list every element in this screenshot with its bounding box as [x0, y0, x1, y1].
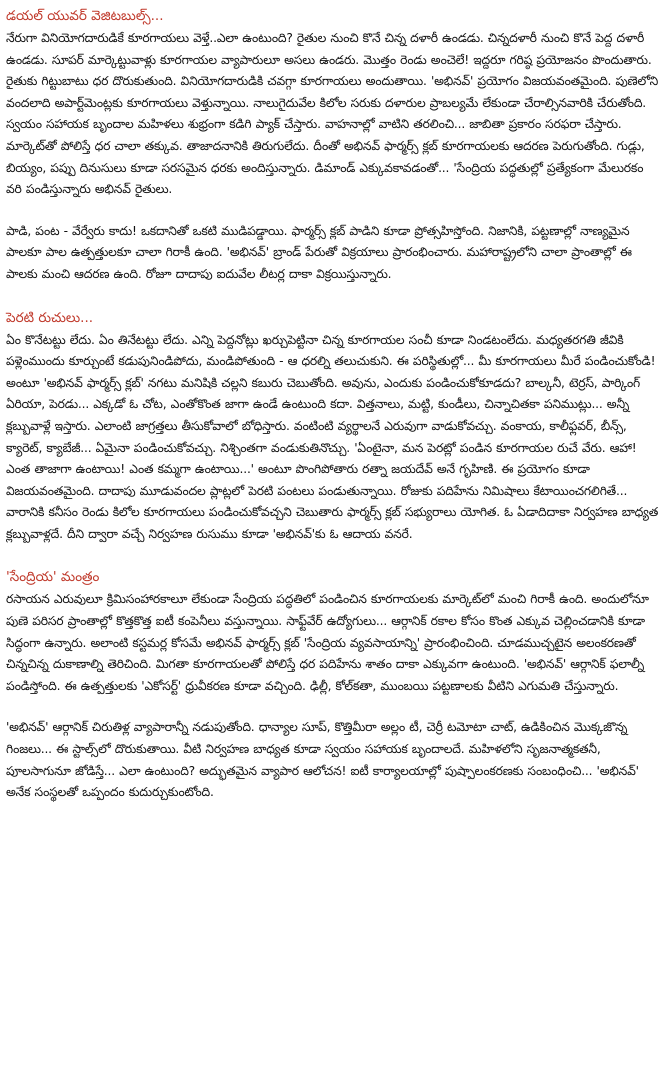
paragraph: రసాయన ఎరువులూ క్రిమిసంహారకాలూ లేకుండా సేంద్రియ పద్ధతిలో పండించిన కూరగాయలకు మార్కెట్‌లో మంచి గిరాకీ ఉంది. అందులోనూ పుణె పరిసర ప్రాంతాల్లో కొత్తకొత్త ఐటీ కంపెనీలు వస్తున్నాయి. సాఫ్ట్‌వేర్ ఉద్యోగులు... ఆర్గానిక్ రకాల కోసం కొంత ఎక్కువ చెల్లించడానికి కూడా సిద్ధంగా ఉన్నారు. అలాంటి కస్టమర్ల కోసమే అభినవ్ ఫార్మర్స్ క్లబ్ 'సేంద్రియ వ్యవసాయాన్ని' ప్రారంభించింది. చూడముచ్చటైన అలంకరణతో చిన్నచిన్న దుకాణాల్ని తెరిచింది. మిగతా కూరగాయలతో పోలిస్తే ధర పదిహేను శాతం దాకా ఎక్కువగా ఉంటుంది. 'అభినవ్' ఆర్గానిక్ ఫలాల్నీ పండిస్తోంది. ఈ ఉత్పత్తులకు 'ఎకోసర్ట్' ధ్రువీకరణ కూడా వచ్చింది. ఢిల్లీ, కోల్‌కతా, ముంబయి పట్టణాలకు వీటిని ఎగుమతి చేస్తున్నారు. — [6, 592, 649, 693]
section-heading: పెరటి రుచులు... — [6, 309, 94, 326]
section-heading: 'సేంద్రియ' మంత్రం — [6, 569, 100, 586]
section-backyard-flavours — [6, 308, 660, 546]
section-heading: డయల్ యువర్ వెజిటబుల్స్... — [6, 8, 164, 24]
section-organic-mantra — [6, 567, 660, 803]
paragraph: పాడి, పంట - వేర్వేరు కాదు! ఒకదానితో ఒకటి ముడిపడ్డాయి. ఫార్మర్స్ క్లబ్ పాడిని కూడా ప్రోత్సహిస్తోంది. నిజానికి, పట్టణాల్లో నాణ్యమైన పాలకూ పాల ఉత్పత్తులకూ చాలా గిరాకీ ఉంది. 'అభినవ్' బ్రాండ్ పేరుతో విక్రయాలు ప్రారంభించారు. మహారాష్ట్రలోని చాలా ప్రాంతాల్లో ఈ పాలకు మంచి ఆదరణ ఉంది. రోజూ దాదాపు ఐదువేల లీటర్ల దాకా విక్రయిస్తున్నారు. — [6, 223, 632, 281]
section-dial-your-vegetables — [6, 6, 660, 286]
paragraph: 'అభినవ్' ఆర్గానిక్ చిరుతిళ్ల వ్యాపారాన్నీ నడుపుతోంది. ధాన్యాల సూప్, కొత్తిమీరా అల్లం టీ, చెర్రీ టమోటా చాట్, ఉడికించిన మొక్కజొన్న గింజలు... ఈ స్టాల్స్‌లో దొరుకుతాయి. వీటి నిర్వహణ బాధ్యత కూడా స్వయం సహాయక బృందాలదే. మహిళలోని సృజనాత్మకతనీ, పూలసాగునూ జోడిస్తే... ఎలా ఉంటుంది? అద్భుతమైన వ్యాపార ఆలోచన! ఐటీ కార్యాలయాల్లో పుష్పాలంకరణకు సంబంధించి... 'అభినవ్' అనేక సంస్థలతో ఒప్పందం కుదుర్చుకుంటోంది. — [6, 720, 639, 800]
paragraph: ఏం కొనేటట్టు లేదు. ఏం తినేటట్టు లేదు. ఎన్ని పెద్దనోట్లు ఖర్చుపెట్టినా చిన్న కూరగాయల సంచీ కూడా నిండటంలేదు. మధ్యతరగతి జీవికి పళ్లెంముందు కూర్చుంటే కడుపునిండిపోదు, మండిపోతుంది - ఆ ధరల్ని తలుచుకుని. ఈ పరిస్థితుల్లో... మీ కూరగాయలు మీరే పండించుకోండి! అంటూ 'అభినవ్ ఫార్మర్స్ క్లబ్' నగటు మనిషికి చల్లని కబురు చెబుతోంది. అవును, ఎందుకు పండించుకోకూడదు? బాల్కనీ, టెర్రస్, పార్కింగ్ ఏరియా, పెరడు... ఎక్కడో ఓ చోట, ఎంతోకొంత జాగా ఉండే ఉంటుంది కదా. విత్తనాలు, మట్టి, కుండీలు, చిన్నాచితకా పనిముట్లు... అన్నీ క్లబ్బువాళ్లే ఇస్తారు. ఎలాంటి జాగ్రత్తలు తీసుకోవాలో బోధిస్తారు. వంటింటి వ్యర్థాలనే ఎరువుగా వాడుకోవచ్చు. వంకాయ, కాలీఫ్లవర్, బీన్స్, క్యారెట్, క్యాబేజీ... ఏమైనా పండించుకోవచ్చు. నిశ్చింతగా వండుకుతినొచ్చు. 'ఏంటైనా, మన పెరట్లో పండిన కూరగాయల రుచే వేరు. ఆహా! ఎంత తాజాగా ఉంటాయి! ఎంత కమ్మగా ఉంటాయి...' అంటూ పొంగిపోతారు రత్నా జయదేవ్ అనే గృహిణి. ఈ ప్రయోగం కూడా విజయవంతమైంది. దాదాపు మూడువందల ప్లాట్లలో పెరటి పంటలు పండుతున్నాయి. రోజుకు పదిహేను నిమిషాలు కేటాయించగలిగితే... వారానికి కనీసం రెండు కిలోల కూరగాయలు పండించుకోవచ్చని చెబుతారు ఫార్మర్స్ క్లబ్ సభ్యురాలు యోగిత. ఓ ఏడాదిదాకా నిర్వహణ బాధ్యత క్లబ్బువాళ్లదే. దీని ద్వారా వచ్చే నిర్వహణ రుసుము కూడా 'అభినవ్'కు ఓ ఆదాయ వనరే. — [6, 332, 659, 541]
paragraph: నేరుగా వినియోగదారుడికే కూరగాయలు వెళ్తే..ఎలా ఉంటుంది? రైతుల నుంచి కొనే చిన్న దళారీ ఉండడు. చిన్నదళారీ నుంచి కొనే పెద్ద దళారీ ఉండడు. సూపర్ మార్కెట్టువాళ్లు కూరగాయల వ్యాపారులూ అసలు ఉండరు. మొత్తం రెండు అంచెలే! ఇద్దరూ గరిష్ఠ ప్రయోజనం పొందుతారు. రైతుకు గిట్టుబాటు ధర దొరుకుతుంది. వినియోగదారుడికి చవగ్గా కూరగాయలు అందుతాయి. 'అభినవ్' ప్రయోగం విజయవంతమైంది. పుణెలోని వందలాది అపార్ట్‌మెంట్లకు కూరగాయలు వెళ్తున్నాయి. నాలుగైదువేల కిలోల సరుకు దళారుల ప్రాబల్యమే లేకుండా చేరాల్సినవారికి చేరుతోంది. స్వయం సహాయక బృందాల మహిళలు శుభ్రంగా కడిగి ప్యాక్ చేస్తారు. వాహనాల్లో వాటిని తరలించి... జాబితా ప్రకారం సరఫరా చేస్తారు. మార్కెట్‌తో పోలిస్తే ధర చాలా తక్కువ. తాజాదనానికి తిరుగులేదు. దీంతో అభినవ్ ఫార్మర్స్ క్లబ్ కూరగాయలకు ఆదరణ పెరుగుతోంది. గుడ్లు, బియ్యం, పప్పు దినుసులు కూడా సరసమైన ధరకు అందిస్తున్నారు. డిమాండ్ ఎక్కువకావడంతో... 'సేంద్రియ పద్ధతుల్లో ప్రత్యేకంగా మేలురకం వరి పండిస్తున్నారు అభినవ్ రైతులు. — [6, 31, 659, 197]
